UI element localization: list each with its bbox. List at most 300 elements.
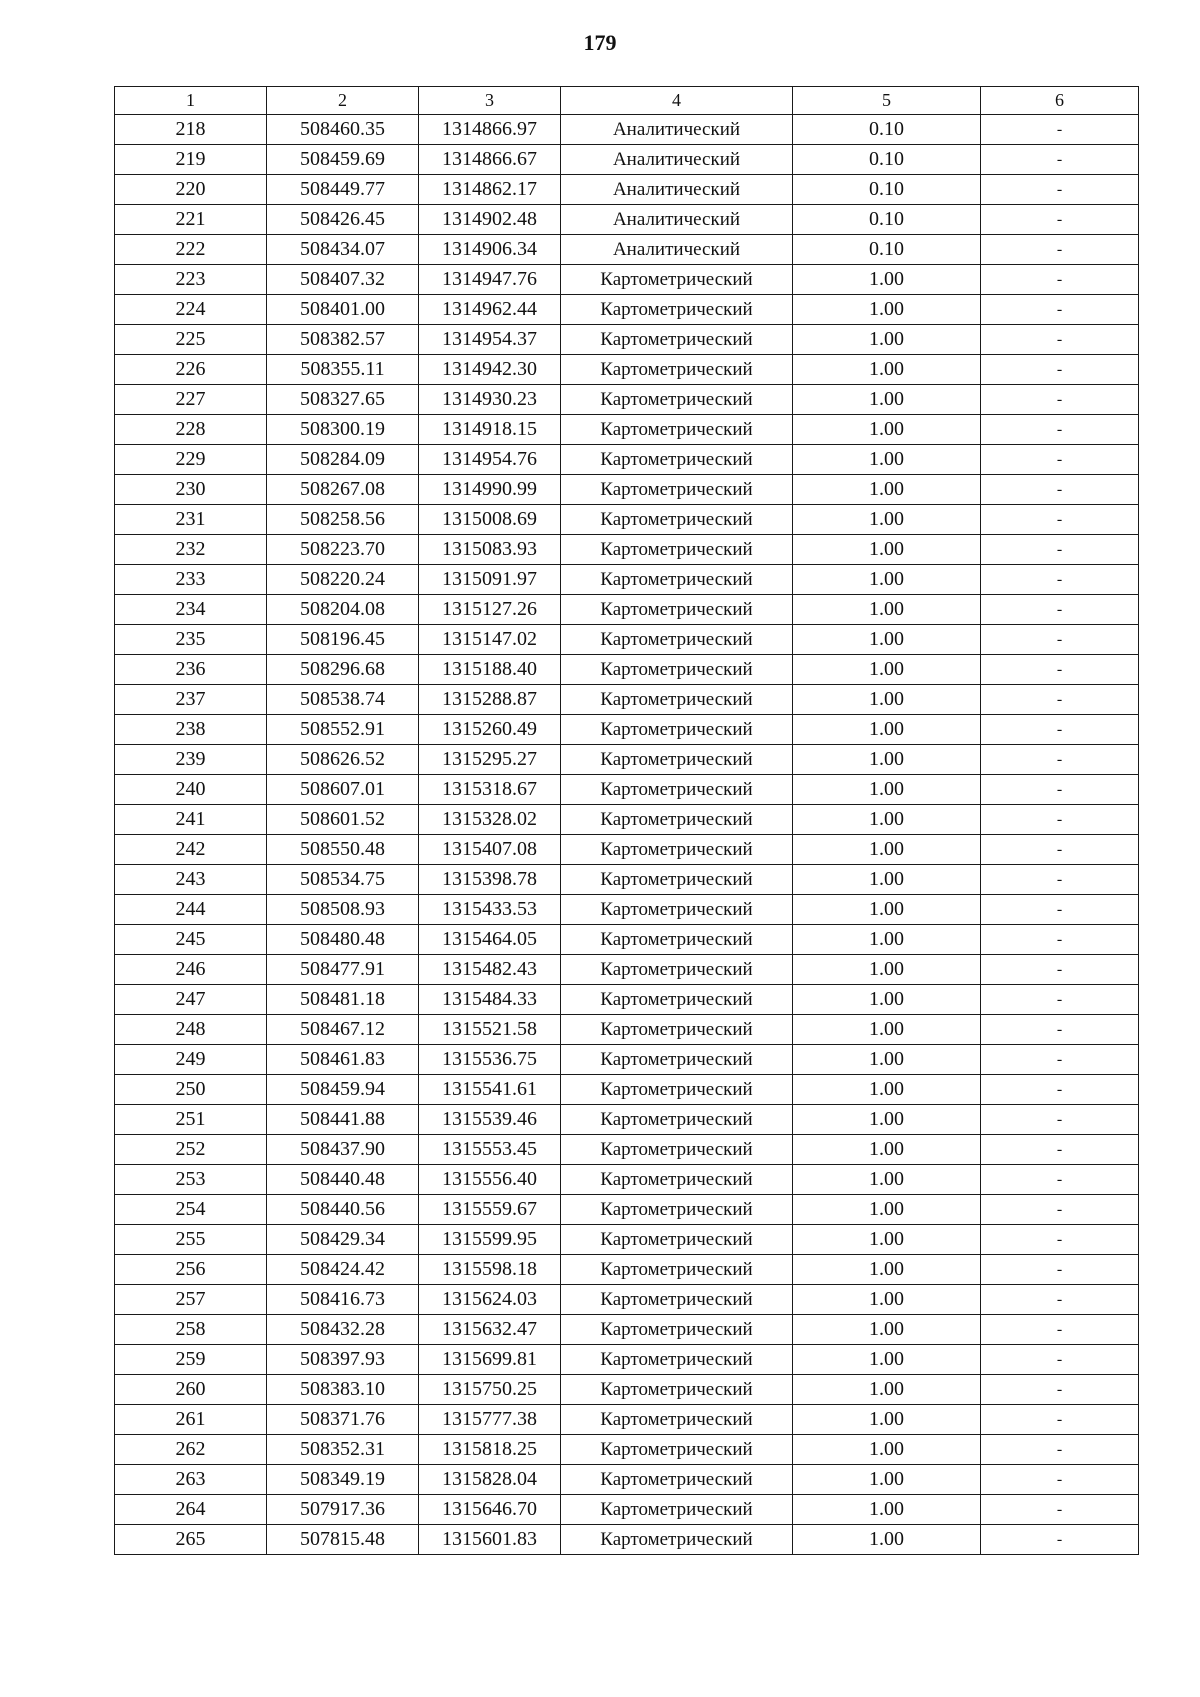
cell-coordinate-x: 508424.42	[267, 1255, 419, 1285]
table-row	[115, 1075, 1139, 1105]
table-row	[115, 295, 1139, 325]
table-row	[115, 1315, 1139, 1345]
cell-coordinate-y: 1315127.26	[419, 595, 561, 625]
cell-coordinate-x: 508459.94	[267, 1075, 419, 1105]
cell-method: Картометрический	[561, 895, 793, 925]
cell-column-6: -	[981, 1165, 1139, 1195]
cell-column-6: -	[981, 1105, 1139, 1135]
cell-point-number: 261	[115, 1405, 267, 1435]
cell-accuracy: 1.00	[793, 1345, 981, 1375]
cell-accuracy: 1.00	[793, 1105, 981, 1135]
cell-column-6: -	[981, 325, 1139, 355]
cell-coordinate-x: 508477.91	[267, 955, 419, 985]
cell-point-number: 243	[115, 865, 267, 895]
cell-coordinate-x: 508300.19	[267, 415, 419, 445]
cell-coordinate-y: 1315260.49	[419, 715, 561, 745]
cell-point-number: 222	[115, 235, 267, 265]
cell-accuracy: 1.00	[793, 1495, 981, 1525]
table-row	[115, 895, 1139, 925]
cell-accuracy: 1.00	[793, 715, 981, 745]
table-row	[115, 865, 1139, 895]
cell-coordinate-x: 508434.07	[267, 235, 419, 265]
cell-accuracy: 1.00	[793, 1015, 981, 1045]
cell-column-6: -	[981, 415, 1139, 445]
cell-method: Картометрический	[561, 835, 793, 865]
cell-coordinate-y: 1315750.25	[419, 1375, 561, 1405]
table-row	[115, 715, 1139, 745]
table-row	[115, 475, 1139, 505]
cell-accuracy: 1.00	[793, 775, 981, 805]
cell-column-6: -	[981, 745, 1139, 775]
cell-point-number: 228	[115, 415, 267, 445]
cell-column-6: -	[981, 1315, 1139, 1345]
cell-coordinate-y: 1314906.34	[419, 235, 561, 265]
cell-coordinate-x: 508382.57	[267, 325, 419, 355]
cell-accuracy: 1.00	[793, 595, 981, 625]
cell-method: Картометрический	[561, 1525, 793, 1555]
cell-accuracy: 1.00	[793, 1525, 981, 1555]
cell-point-number: 262	[115, 1435, 267, 1465]
cell-coordinate-y: 1314947.76	[419, 265, 561, 295]
cell-accuracy: 0.10	[793, 115, 981, 145]
table-row	[115, 1015, 1139, 1045]
cell-method: Картометрический	[561, 1015, 793, 1045]
column-header-2: 2	[267, 87, 419, 115]
cell-point-number: 233	[115, 565, 267, 595]
cell-coordinate-x: 508429.34	[267, 1225, 419, 1255]
cell-coordinate-y: 1314902.48	[419, 205, 561, 235]
table-row	[115, 1345, 1139, 1375]
cell-coordinate-y: 1315083.93	[419, 535, 561, 565]
cell-accuracy: 1.00	[793, 865, 981, 895]
cell-coordinate-x: 508432.28	[267, 1315, 419, 1345]
cell-method: Картометрический	[561, 715, 793, 745]
table-row	[115, 1045, 1139, 1075]
cell-method: Картометрический	[561, 625, 793, 655]
cell-method: Картометрический	[561, 415, 793, 445]
cell-column-6: -	[981, 205, 1139, 235]
cell-column-6: -	[981, 1075, 1139, 1105]
table-row	[115, 955, 1139, 985]
cell-method: Картометрический	[561, 865, 793, 895]
cell-column-6: -	[981, 445, 1139, 475]
cell-point-number: 227	[115, 385, 267, 415]
cell-point-number: 255	[115, 1225, 267, 1255]
cell-accuracy: 0.10	[793, 145, 981, 175]
cell-accuracy: 1.00	[793, 1165, 981, 1195]
cell-accuracy: 1.00	[793, 985, 981, 1015]
cell-accuracy: 1.00	[793, 505, 981, 535]
cell-coordinate-x: 508416.73	[267, 1285, 419, 1315]
cell-column-6: -	[981, 1495, 1139, 1525]
cell-method: Картометрический	[561, 1315, 793, 1345]
cell-method: Картометрический	[561, 295, 793, 325]
cell-point-number: 231	[115, 505, 267, 535]
cell-column-6: -	[981, 565, 1139, 595]
cell-coordinate-y: 1315482.43	[419, 955, 561, 985]
cell-coordinate-x: 508467.12	[267, 1015, 419, 1045]
cell-coordinate-y: 1314866.67	[419, 145, 561, 175]
cell-coordinate-x: 508550.48	[267, 835, 419, 865]
cell-point-number: 240	[115, 775, 267, 805]
cell-method: Картометрический	[561, 1195, 793, 1225]
cell-accuracy: 1.00	[793, 1195, 981, 1225]
cell-point-number: 257	[115, 1285, 267, 1315]
cell-method: Картометрический	[561, 445, 793, 475]
cell-method: Аналитический	[561, 205, 793, 235]
cell-coordinate-x: 508460.35	[267, 115, 419, 145]
cell-accuracy: 1.00	[793, 655, 981, 685]
cell-column-6: -	[981, 1225, 1139, 1255]
cell-coordinate-y: 1315699.81	[419, 1345, 561, 1375]
cell-method: Картометрический	[561, 1045, 793, 1075]
cell-point-number: 236	[115, 655, 267, 685]
table-row	[115, 835, 1139, 865]
cell-accuracy: 1.00	[793, 1045, 981, 1075]
cell-coordinate-x: 508552.91	[267, 715, 419, 745]
cell-coordinate-y: 1314954.37	[419, 325, 561, 355]
cell-point-number: 220	[115, 175, 267, 205]
cell-point-number: 246	[115, 955, 267, 985]
cell-coordinate-x: 508258.56	[267, 505, 419, 535]
table-row	[115, 1255, 1139, 1285]
table-row	[115, 655, 1139, 685]
cell-point-number: 229	[115, 445, 267, 475]
cell-accuracy: 1.00	[793, 1405, 981, 1435]
cell-coordinate-x: 508327.65	[267, 385, 419, 415]
cell-accuracy: 1.00	[793, 925, 981, 955]
cell-coordinate-y: 1315632.47	[419, 1315, 561, 1345]
cell-accuracy: 1.00	[793, 1255, 981, 1285]
column-header-4: 4	[561, 87, 793, 115]
cell-point-number: 244	[115, 895, 267, 925]
cell-method: Картометрический	[561, 775, 793, 805]
cell-accuracy: 1.00	[793, 955, 981, 985]
cell-coordinate-y: 1315777.38	[419, 1405, 561, 1435]
table-row	[115, 925, 1139, 955]
table-row	[115, 235, 1139, 265]
cell-point-number: 225	[115, 325, 267, 355]
table-header-row	[115, 87, 1139, 115]
cell-accuracy: 1.00	[793, 835, 981, 865]
cell-accuracy: 0.10	[793, 235, 981, 265]
table-row	[115, 145, 1139, 175]
cell-coordinate-y: 1314962.44	[419, 295, 561, 325]
cell-column-6: -	[981, 1045, 1139, 1075]
cell-point-number: 232	[115, 535, 267, 565]
cell-point-number: 245	[115, 925, 267, 955]
table-header	[115, 87, 1139, 115]
table-row	[115, 775, 1139, 805]
table-row	[115, 1165, 1139, 1195]
cell-accuracy: 1.00	[793, 295, 981, 325]
cell-coordinate-x: 507815.48	[267, 1525, 419, 1555]
page-number: 179	[583, 30, 617, 55]
cell-column-6: -	[981, 955, 1139, 985]
cell-coordinate-y: 1315601.83	[419, 1525, 561, 1555]
cell-method: Аналитический	[561, 115, 793, 145]
cell-point-number: 248	[115, 1015, 267, 1045]
cell-coordinate-y: 1315624.03	[419, 1285, 561, 1315]
cell-accuracy: 1.00	[793, 1465, 981, 1495]
cell-point-number: 253	[115, 1165, 267, 1195]
cell-point-number: 242	[115, 835, 267, 865]
cell-point-number: 223	[115, 265, 267, 295]
cell-method: Картометрический	[561, 475, 793, 505]
cell-coordinate-x: 508426.45	[267, 205, 419, 235]
cell-method: Картометрический	[561, 1165, 793, 1195]
cell-coordinate-x: 508371.76	[267, 1405, 419, 1435]
cell-accuracy: 1.00	[793, 265, 981, 295]
cell-coordinate-y: 1314954.76	[419, 445, 561, 475]
cell-accuracy: 1.00	[793, 1315, 981, 1345]
cell-coordinate-y: 1315188.40	[419, 655, 561, 685]
cell-point-number: 221	[115, 205, 267, 235]
coordinates-table	[114, 86, 1139, 1555]
table-row	[115, 685, 1139, 715]
cell-column-6: -	[981, 1195, 1139, 1225]
table-row	[115, 1525, 1139, 1555]
cell-point-number: 249	[115, 1045, 267, 1075]
cell-coordinate-x: 508481.18	[267, 985, 419, 1015]
cell-coordinate-y: 1315828.04	[419, 1465, 561, 1495]
cell-coordinate-x: 508441.88	[267, 1105, 419, 1135]
table-row	[115, 625, 1139, 655]
cell-point-number: 254	[115, 1195, 267, 1225]
cell-column-6: -	[981, 895, 1139, 925]
cell-method: Картометрический	[561, 385, 793, 415]
cell-accuracy: 1.00	[793, 1375, 981, 1405]
table-row	[115, 1405, 1139, 1435]
table-row	[115, 805, 1139, 835]
cell-method: Картометрический	[561, 1105, 793, 1135]
cell-point-number: 226	[115, 355, 267, 385]
cell-column-6: -	[981, 115, 1139, 145]
cell-coordinate-x: 508534.75	[267, 865, 419, 895]
cell-accuracy: 1.00	[793, 805, 981, 835]
cell-column-6: -	[981, 385, 1139, 415]
table-row	[115, 325, 1139, 355]
cell-method: Картометрический	[561, 595, 793, 625]
cell-point-number: 256	[115, 1255, 267, 1285]
cell-column-6: -	[981, 985, 1139, 1015]
cell-coordinate-y: 1315539.46	[419, 1105, 561, 1135]
cell-accuracy: 1.00	[793, 565, 981, 595]
cell-coordinate-x: 508383.10	[267, 1375, 419, 1405]
cell-method: Картометрический	[561, 655, 793, 685]
cell-method: Картометрический	[561, 325, 793, 355]
cell-point-number: 263	[115, 1465, 267, 1495]
cell-coordinate-x: 508223.70	[267, 535, 419, 565]
table-row	[115, 1465, 1139, 1495]
cell-method: Картометрический	[561, 745, 793, 775]
cell-point-number: 237	[115, 685, 267, 715]
cell-method: Картометрический	[561, 355, 793, 385]
cell-point-number: 239	[115, 745, 267, 775]
cell-accuracy: 1.00	[793, 685, 981, 715]
table-row	[115, 415, 1139, 445]
table-body	[115, 115, 1139, 1555]
cell-column-6: -	[981, 625, 1139, 655]
cell-coordinate-x: 507917.36	[267, 1495, 419, 1525]
cell-coordinate-x: 508284.09	[267, 445, 419, 475]
cell-point-number: 241	[115, 805, 267, 835]
column-header-6: 6	[981, 87, 1139, 115]
cell-point-number: 224	[115, 295, 267, 325]
cell-column-6: -	[981, 145, 1139, 175]
cell-method: Аналитический	[561, 145, 793, 175]
cell-coordinate-x: 508459.69	[267, 145, 419, 175]
cell-method: Картометрический	[561, 535, 793, 565]
table-row	[115, 115, 1139, 145]
cell-column-6: -	[981, 535, 1139, 565]
cell-coordinate-x: 508204.08	[267, 595, 419, 625]
cell-method: Картометрический	[561, 1405, 793, 1435]
cell-coordinate-x: 508461.83	[267, 1045, 419, 1075]
cell-method: Картометрический	[561, 1375, 793, 1405]
cell-coordinate-y: 1315521.58	[419, 1015, 561, 1045]
table-row	[115, 505, 1139, 535]
cell-coordinate-y: 1315818.25	[419, 1435, 561, 1465]
cell-coordinate-y: 1314930.23	[419, 385, 561, 415]
table-row	[115, 1105, 1139, 1135]
cell-coordinate-x: 508601.52	[267, 805, 419, 835]
cell-coordinate-x: 508267.08	[267, 475, 419, 505]
cell-accuracy: 1.00	[793, 355, 981, 385]
cell-coordinate-y: 1315484.33	[419, 985, 561, 1015]
cell-coordinate-y: 1315091.97	[419, 565, 561, 595]
cell-point-number: 219	[115, 145, 267, 175]
cell-coordinate-y: 1315407.08	[419, 835, 561, 865]
cell-coordinate-x: 508449.77	[267, 175, 419, 205]
cell-coordinate-x: 508355.11	[267, 355, 419, 385]
cell-coordinate-y: 1315328.02	[419, 805, 561, 835]
cell-accuracy: 0.10	[793, 205, 981, 235]
cell-column-6: -	[981, 1135, 1139, 1165]
column-header-3: 3	[419, 87, 561, 115]
cell-coordinate-x: 508349.19	[267, 1465, 419, 1495]
cell-coordinate-y: 1315433.53	[419, 895, 561, 925]
cell-point-number: 265	[115, 1525, 267, 1555]
cell-method: Картометрический	[561, 1495, 793, 1525]
cell-method: Картометрический	[561, 1285, 793, 1315]
cell-coordinate-x: 508607.01	[267, 775, 419, 805]
cell-column-6: -	[981, 655, 1139, 685]
table-row	[115, 205, 1139, 235]
cell-coordinate-y: 1314918.15	[419, 415, 561, 445]
cell-column-6: -	[981, 235, 1139, 265]
cell-coordinate-x: 508401.00	[267, 295, 419, 325]
table-row	[115, 445, 1139, 475]
cell-coordinate-y: 1314862.17	[419, 175, 561, 205]
cell-column-6: -	[981, 1435, 1139, 1465]
cell-method: Картометрический	[561, 1345, 793, 1375]
cell-column-6: -	[981, 1405, 1139, 1435]
table-row	[115, 1285, 1139, 1315]
cell-coordinate-x: 508480.48	[267, 925, 419, 955]
cell-method: Картометрический	[561, 505, 793, 535]
cell-coordinate-x: 508296.68	[267, 655, 419, 685]
cell-point-number: 235	[115, 625, 267, 655]
cell-coordinate-x: 508440.48	[267, 1165, 419, 1195]
cell-coordinate-x: 508508.93	[267, 895, 419, 925]
column-header-5: 5	[793, 87, 981, 115]
cell-accuracy: 1.00	[793, 625, 981, 655]
cell-accuracy: 1.00	[793, 1135, 981, 1165]
cell-column-6: -	[981, 1255, 1139, 1285]
cell-coordinate-y: 1315008.69	[419, 505, 561, 535]
cell-column-6: -	[981, 1345, 1139, 1375]
cell-column-6: -	[981, 1285, 1139, 1315]
cell-point-number: 218	[115, 115, 267, 145]
cell-accuracy: 1.00	[793, 415, 981, 445]
cell-column-6: -	[981, 265, 1139, 295]
cell-method: Картометрический	[561, 565, 793, 595]
cell-column-6: -	[981, 1375, 1139, 1405]
cell-method: Картометрический	[561, 1075, 793, 1105]
column-header-1: 1	[115, 87, 267, 115]
cell-coordinate-y: 1315536.75	[419, 1045, 561, 1075]
cell-point-number: 258	[115, 1315, 267, 1345]
cell-column-6: -	[981, 685, 1139, 715]
table-row	[115, 265, 1139, 295]
cell-accuracy: 1.00	[793, 535, 981, 565]
cell-accuracy: 1.00	[793, 445, 981, 475]
cell-point-number: 260	[115, 1375, 267, 1405]
cell-coordinate-x: 508440.56	[267, 1195, 419, 1225]
cell-coordinate-x: 508437.90	[267, 1135, 419, 1165]
table-row	[115, 745, 1139, 775]
cell-method: Аналитический	[561, 175, 793, 205]
table-row	[115, 385, 1139, 415]
cell-column-6: -	[981, 925, 1139, 955]
table-row	[115, 1375, 1139, 1405]
cell-coordinate-y: 1315559.67	[419, 1195, 561, 1225]
cell-coordinate-x: 508407.32	[267, 265, 419, 295]
cell-column-6: -	[981, 775, 1139, 805]
table-row	[115, 565, 1139, 595]
cell-accuracy: 1.00	[793, 1075, 981, 1105]
cell-point-number: 230	[115, 475, 267, 505]
cell-accuracy: 1.00	[793, 745, 981, 775]
cell-coordinate-x: 508397.93	[267, 1345, 419, 1375]
cell-coordinate-y: 1315464.05	[419, 925, 561, 955]
cell-coordinate-x: 508538.74	[267, 685, 419, 715]
cell-column-6: -	[981, 595, 1139, 625]
cell-accuracy: 0.10	[793, 175, 981, 205]
cell-point-number: 238	[115, 715, 267, 745]
table-row	[115, 355, 1139, 385]
table-row	[115, 1495, 1139, 1525]
cell-point-number: 234	[115, 595, 267, 625]
cell-method: Картометрический	[561, 805, 793, 835]
table-row	[115, 1435, 1139, 1465]
cell-coordinate-y: 1314942.30	[419, 355, 561, 385]
cell-accuracy: 1.00	[793, 895, 981, 925]
cell-method: Картометрический	[561, 685, 793, 715]
cell-column-6: -	[981, 715, 1139, 745]
cell-coordinate-y: 1315398.78	[419, 865, 561, 895]
cell-method: Картометрический	[561, 265, 793, 295]
table-row	[115, 1195, 1139, 1225]
cell-accuracy: 1.00	[793, 1225, 981, 1255]
cell-column-6: -	[981, 835, 1139, 865]
cell-coordinate-y: 1315295.27	[419, 745, 561, 775]
cell-point-number: 264	[115, 1495, 267, 1525]
cell-coordinate-y: 1315288.87	[419, 685, 561, 715]
table-row	[115, 1225, 1139, 1255]
cell-coordinate-x: 508352.31	[267, 1435, 419, 1465]
